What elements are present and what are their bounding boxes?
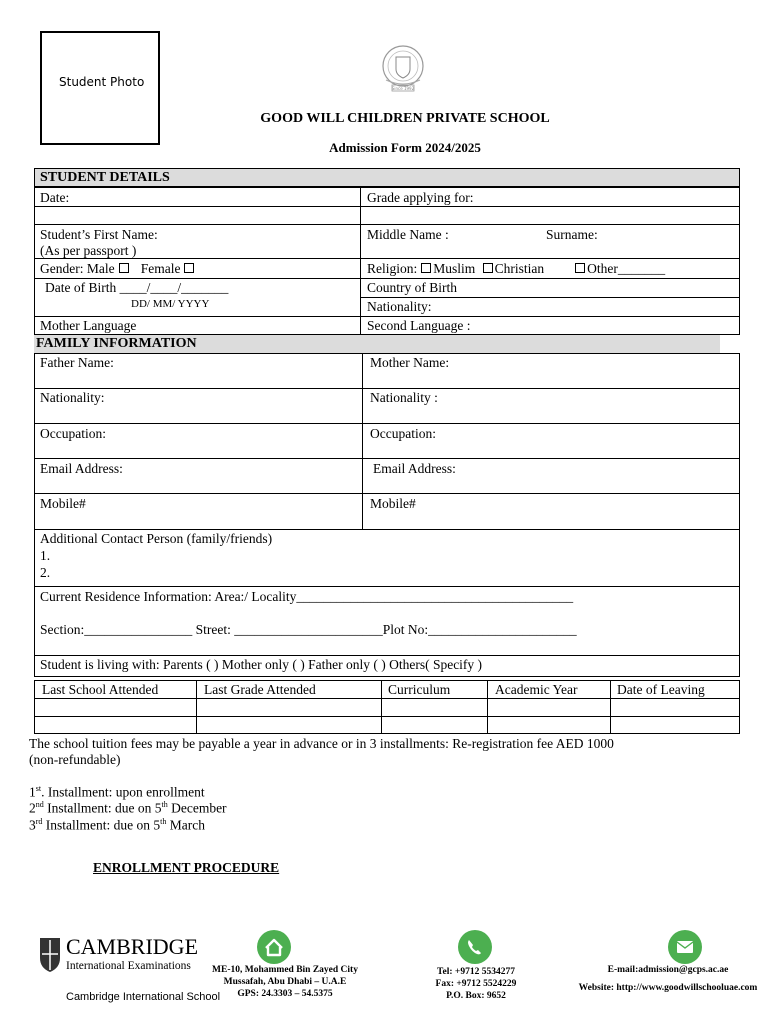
additional-contact-1[interactable]: 1.: [40, 548, 51, 563]
middle-name-field[interactable]: Middle Name :: [367, 227, 449, 242]
mother-nationality-field[interactable]: Nationality :: [370, 390, 438, 405]
father-occupation-field[interactable]: Occupation:: [40, 426, 106, 441]
other-label[interactable]: Other_______: [587, 261, 666, 276]
mother-mobile-field[interactable]: Mobile#: [370, 496, 416, 511]
father-nationality-field[interactable]: Nationality:: [40, 390, 105, 405]
living-with-field[interactable]: Student is living with: Parents ( ) Mother only ( ) Father only ( ) Others( Specify ): [40, 657, 483, 672]
additional-contact-2[interactable]: 2.: [40, 565, 51, 580]
additional-contact-label: Additional Contact Person (family/friends): [40, 531, 273, 546]
footer-email-text[interactable]: E-mail:admission@gcps.ac.ae: [607, 965, 729, 975]
father-name-field[interactable]: Father Name:: [40, 355, 114, 370]
first-name-field[interactable]: Student’s First Name:: [40, 227, 158, 242]
mother-name-field[interactable]: Mother Name:: [370, 355, 450, 370]
fees-note-line2: (non-refundable): [29, 752, 121, 767]
gender-field: [40, 261, 196, 277]
other-checkbox[interactable]: [575, 263, 585, 273]
footer-website-text[interactable]: Website: http://www.goodwillschooluae.com: [578, 983, 758, 993]
fees-note-line1: The school tuition fees may be payable a year in advance or in 3 installments: Re-registration fee AED 1000: [29, 736, 614, 751]
school-crest-logo: [374, 40, 432, 94]
phone-icon: [458, 930, 492, 964]
male-checkbox[interactable]: [119, 263, 129, 273]
last-school-header: Last School Attended: [42, 682, 159, 697]
cambridge-wordmark: CAMBRIDGE: [66, 934, 199, 959]
christian-label: Christian: [494, 261, 545, 276]
mother-occupation-field[interactable]: Occupation:: [370, 426, 436, 441]
date-field[interactable]: Date:: [40, 190, 70, 205]
student-nationality-field[interactable]: Nationality:: [367, 299, 432, 314]
cambridge-logo: [38, 934, 221, 1006]
student-photo-box[interactable]: [40, 31, 160, 145]
enrollment-procedure-title: ENROLLMENT PROCEDURE: [93, 860, 280, 875]
installment-2: 2nd Installment: due on 5th December: [29, 800, 227, 816]
female-checkbox[interactable]: [184, 263, 194, 273]
academic-year-header: Academic Year: [495, 682, 578, 697]
dob-format-hint: DD/ MM/ YYYY: [131, 298, 210, 310]
footer-address: ME-10, Mohammed Bin Zayed City Mussafah, Abu Dhabi – U.A.E GPS: 24.3303 – 54.5375: [212, 965, 358, 999]
residence-area-field[interactable]: Current Residence Information: Area:/ Locality_________________________________________: [40, 589, 574, 604]
installment-1: 1st. Installment: upon enrollment: [29, 784, 205, 800]
gender-male-label: Gender: Male: [40, 261, 115, 276]
installment-3: 3rd Installment: due on 5th March: [29, 817, 205, 833]
religion-field: [367, 261, 665, 277]
religion-label: Religion:: [367, 261, 418, 276]
mother-language-field[interactable]: Mother Language: [40, 318, 137, 333]
cambridge-school-label: Cambridge International School: [66, 991, 221, 1003]
school-name: GOOD WILL CHILDREN PRIVATE SCHOOL: [260, 111, 550, 126]
gender-female-label: Female: [140, 261, 181, 276]
residence-section-street-plot[interactable]: Section:________________ Street: ______________________Plot No:______________________: [40, 622, 577, 637]
grade-field[interactable]: Grade applying for:: [367, 190, 474, 205]
dob-field[interactable]: Date of Birth ____/____/_______: [45, 280, 229, 295]
cambridge-shield-icon: [38, 936, 62, 974]
footer-phone: Tel: +9712 5534277 Fax: +9712 5524229 P.O. Box: 9652: [435, 967, 517, 1001]
muslim-label: Muslim: [433, 261, 476, 276]
footer-email: [568, 964, 768, 994]
date-of-leaving-header: Date of Leaving: [617, 682, 705, 697]
home-icon: [257, 930, 291, 964]
form-title: Admission Form 2024/2025: [329, 140, 481, 155]
mother-email-field[interactable]: Email Address:: [373, 461, 456, 476]
curriculum-header: Curriculum: [388, 682, 451, 697]
father-mobile-field[interactable]: Mobile#: [40, 496, 86, 511]
crest-since-text: Since 1992: [391, 86, 415, 91]
student-photo-label: Student Photo: [59, 75, 145, 89]
country-of-birth-field[interactable]: Country of Birth: [367, 280, 457, 295]
family-info-title: FAMILY INFORMATION: [36, 336, 197, 351]
christian-checkbox[interactable]: [483, 263, 493, 273]
second-language-field[interactable]: Second Language :: [367, 318, 471, 333]
surname-field[interactable]: Surname:: [546, 227, 598, 242]
father-email-field[interactable]: Email Address:: [40, 461, 123, 476]
muslim-checkbox[interactable]: [421, 263, 431, 273]
cambridge-sub: International Examinations: [66, 960, 191, 972]
email-icon: [668, 930, 702, 964]
last-grade-header: Last Grade Attended: [204, 682, 316, 697]
as-per-passport-note: (As per passport ): [40, 243, 137, 258]
student-details-title: STUDENT DETAILS: [40, 170, 170, 185]
